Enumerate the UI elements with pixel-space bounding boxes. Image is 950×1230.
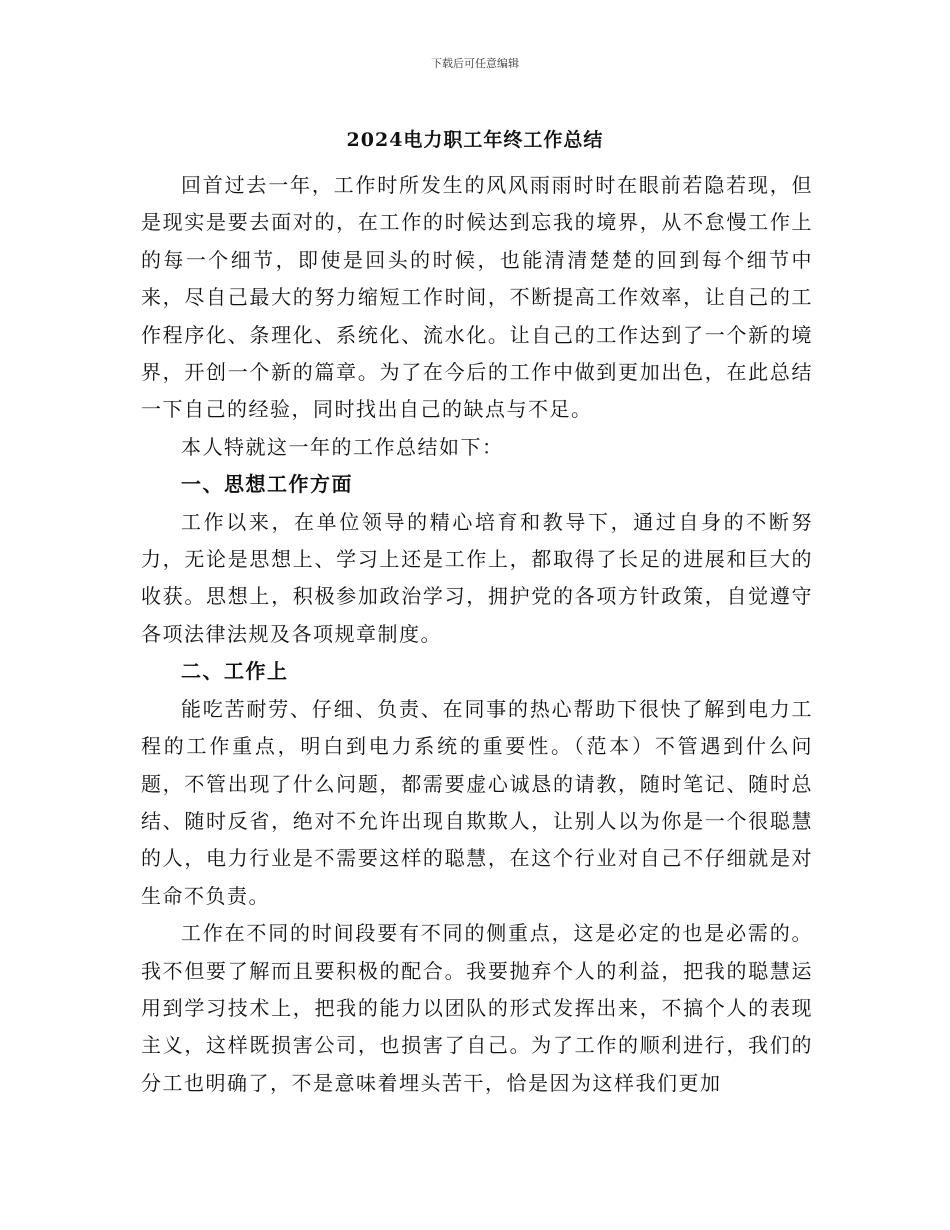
section-heading-thought: 一、思想工作方面 [181,472,353,497]
section-paragraph-thought: 工作以来，在单位领导的精心培育和教导下，通过自身的不断努力，无论是思想上、学习上还是工作上，都取得了长足的进展和巨大的收获。思想上，积极参加政治学习，拥护党的各项方针政策，自觉遵守各项法律法规及各项规章制度。 [141,509,813,646]
document-body [141,167,813,1102]
section-paragraph-work-1: 能吃苦耐劳、仔细、负责、在同事的热心帮助下很快了解到电力工程的工作重点，明白到电力系统的重要性。（范本）不管遇到什么问题，不管出现了什么问题，都需要虚心诚恳的请教，随时笔记、随时总结、随时反省，绝对不允许出现自欺欺人，让别人以为你是一个很聪慧的人，电力行业是不需要这样的聪慧，在这个行业对自己不仔细就是对生命不负责。 [141,696,813,908]
summary-lead-paragraph: 本人特就这一年的工作总结如下： [181,434,504,459]
intro-paragraph: 回首过去一年，工作时所发生的风风雨雨时时在眼前若隐若现，但是现实是要去面对的，在工作的时候达到忘我的境界，从不怠慢工作上的每一个细节，即使是回头的时候，也能清清楚楚的回到每个细节中来，尽自己最大的努力缩短工作时间，不断提高工作效率，让自己的工作程序化、条理化、系统化、流水化。让自己的工作达到了一个新的境界，开创一个新的篇章。为了在今后的工作中做到更加出色，在此总结一下自己的经验，同时找出自己的缺点与不足。 [141,173,813,422]
header-note: 下载后可任意编辑 [431,57,519,70]
section-heading-work: 二、工作上 [181,659,289,684]
document-title: 2024电力职工年终工作总结 [346,129,604,151]
section-paragraph-work-2: 工作在不同的时间段要有不同的侧重点，这是必定的也是必需的。我不但要了解而且要积极的配合。我要抛弃个人的利益，把我的聪慧运用到学习技术上，把我的能力以团队的形式发挥出来，不搞个人的表现主义，这样既损害公司，也损害了自己。为了工作的顺利进行，我们的分工也明确了，不是意味着埋头苦干，恰是因为这样我们更加 [141,921,813,1095]
